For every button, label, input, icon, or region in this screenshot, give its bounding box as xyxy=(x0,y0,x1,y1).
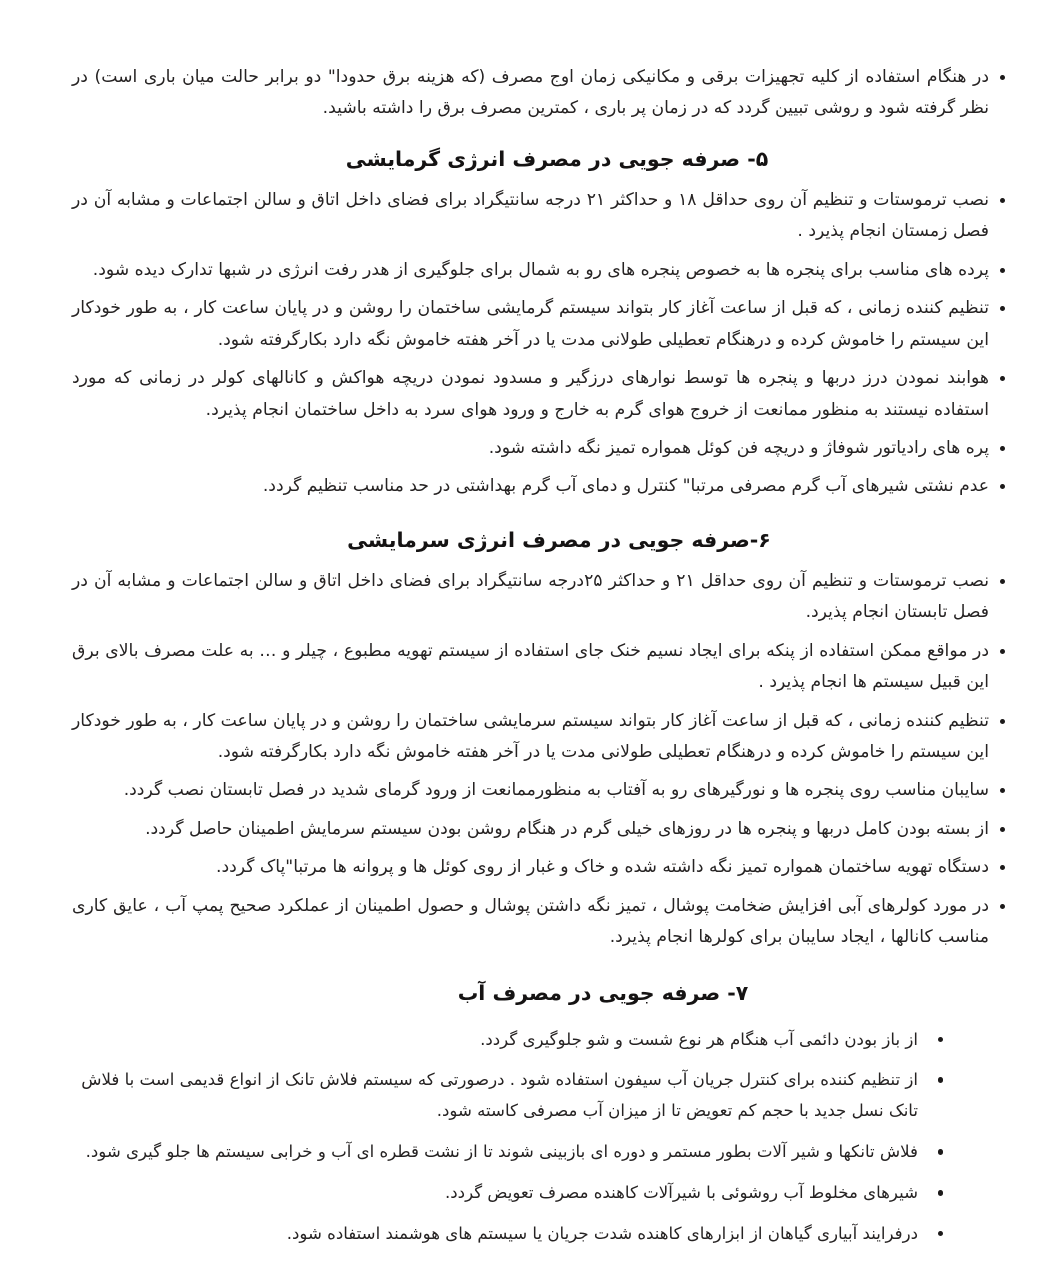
list-item: از باز بودن دائمی آب هنگام هر نوع شست و شو جلوگیری گردد. xyxy=(72,1025,948,1056)
section-7-bullet-list xyxy=(72,1025,1006,1250)
section-heading-7: ۷- صرفه جویی در مصرف آب xyxy=(457,980,749,1005)
list-item: از بسته بودن کامل دربها و پنجره ها در روزهای خیلی گرم در هنگام روشن بودن سیستم سرمایش اطمینان حاصل گردد. xyxy=(72,814,1006,845)
list-item: سایبان مناسب روی پنجره ها و نورگیرهای رو به آفتاب به منظورممانعت از ورود گرمای شدید در فصل تابستان نصب گردد. xyxy=(72,775,1006,806)
list-item: در مورد کولرهای آبی افزایش ضخامت پوشال ، تمیز نگه داشتن پوشال و حصول اطمینان از عملکرد صحیح پمپ آب ، عایق کاری مناسب کانالها ، ایجاد سایبان برای کولرها انجام پذیرد. xyxy=(72,891,1006,954)
section-5-bullet-list xyxy=(72,185,1006,503)
list-item: هوابند نمودن درز دربها و پنجره ها توسط نوارهای درزگیر و مسدود نمودن دریچه هواکش و کانالهای کولر در زمانی که مورد استفاده نیستند به منظور ممانعت از خروج هوای گرم به خارج و ورود هوای سرد به داخل ساختمان انجام پذیرد. xyxy=(72,363,1006,426)
list-item: پره های رادیاتور شوفاژ و دریچه فن کوئل همواره تمیز نگه داشته شود. xyxy=(72,433,1006,464)
list-item: در هنگام استفاده از کلیه تجهیزات برقی و مکانیکی زمان اوج مصرف (که هزینه برق حدودا" دو برابر حالت میان باری است) در نظر گرفته شود و روشی تبیین گردد که در زمان پر باری ، کمترین مصرف برق را داشته باشید. xyxy=(72,62,1006,125)
list-item: شیرهای مخلوط آب روشوئی با شیرآلات کاهنده مصرف تعویض گردد. xyxy=(72,1178,948,1209)
list-item: نصب ترموستات و تنظیم آن روی حداقل ۲۱ و حداکثر ۲۵درجه سانتیگراد برای فضای داخل اتاق و سالن اجتماعات و مشابه آن در فصل تابستان انجام پذیرد. xyxy=(72,566,1006,629)
list-item: نصب ترموستات و تنظیم آن روی حداقل ۱۸ و حداکثر ۲۱ درجه سانتیگراد برای فضای داخل اتاق و سالن اجتماعات و مشابه آن در فصل زمستان انجام پذیرد . xyxy=(72,185,1006,248)
document-content xyxy=(72,62,1006,1260)
intro-bullet-list xyxy=(72,62,1006,125)
list-item: دستگاه تهویه ساختمان همواره تمیز نگه داشته شده و خاک و غبار از روی کوئل ها و پروانه ها مرتبا"پاک گردد. xyxy=(72,852,1006,883)
list-item: تنظیم کننده زمانی ، که قبل از ساعت آغاز کار بتواند سیستم گرمایشی ساختمان را روشن و در پایان ساعت کار ، به طور خودکار این سیستم را خاموش کرده و درهنگام تعطیلی طولانی مدت یا در آخر هفته خاموش نگه دارد بکارگرفته شود. xyxy=(72,293,1006,356)
section-heading-5: ۵- صرفه جویی در مصرف انرژی گرمایشی xyxy=(345,146,769,171)
list-item: درفرایند آبیاری گیاهان از ابزارهای کاهنده شدت جریان یا سیستم های هوشمند استفاده شود. xyxy=(72,1219,948,1250)
list-item: در مواقع ممکن استفاده از پنکه برای ایجاد نسیم خنک جای استفاده از سیستم تهویه مطبوع ، چیلر و … به علت مصرف بالای برق این قبیل سیستم ها انجام پذیرد . xyxy=(72,636,1006,699)
section-heading-6: ۶-صرفه جویی در مصرف انرژی سرمایشی xyxy=(347,527,771,552)
list-item: عدم نشتی شیرهای آب گرم مصرفی مرتبا" کنترل و دمای آب گرم بهداشتی در حد مناسب تنظیم گردد. xyxy=(72,471,1006,502)
list-item: فلاش تانکها و شیر آلات بطور مستمر و دوره ای بازبینی شوند تا از نشت قطره ای آب و خرابی سیستم ها جلو گیری شود. xyxy=(72,1137,948,1168)
list-item: از تنظیم کننده برای کنترل جریان آب سیفون استفاده شود . درصورتی که سیستم فلاش تانک از انواع قدیمی است با فلاش تانک نسل جدید با حجم کم تعویض تا از میزان آب مصرفی کاسته شود. xyxy=(72,1065,948,1127)
section-6-bullet-list xyxy=(72,566,1006,954)
list-item: تنظیم کننده زمانی ، که قبل از ساعت آغاز کار بتواند سیستم سرمایشی ساختمان را روشن و در پایان ساعت کار ، به طور خودکار این سیستم را خاموش کرده و درهنگام تعطیلی طولانی مدت یا در آخر هفته خاموش نگه دارد بکارگرفته شود. xyxy=(72,706,1006,769)
list-item: پرده های مناسب برای پنجره ها به خصوص پنجره های رو به شمال برای جلوگیری از هدر رفت انرژی در شبها تدارک دیده شود. xyxy=(72,255,1006,286)
